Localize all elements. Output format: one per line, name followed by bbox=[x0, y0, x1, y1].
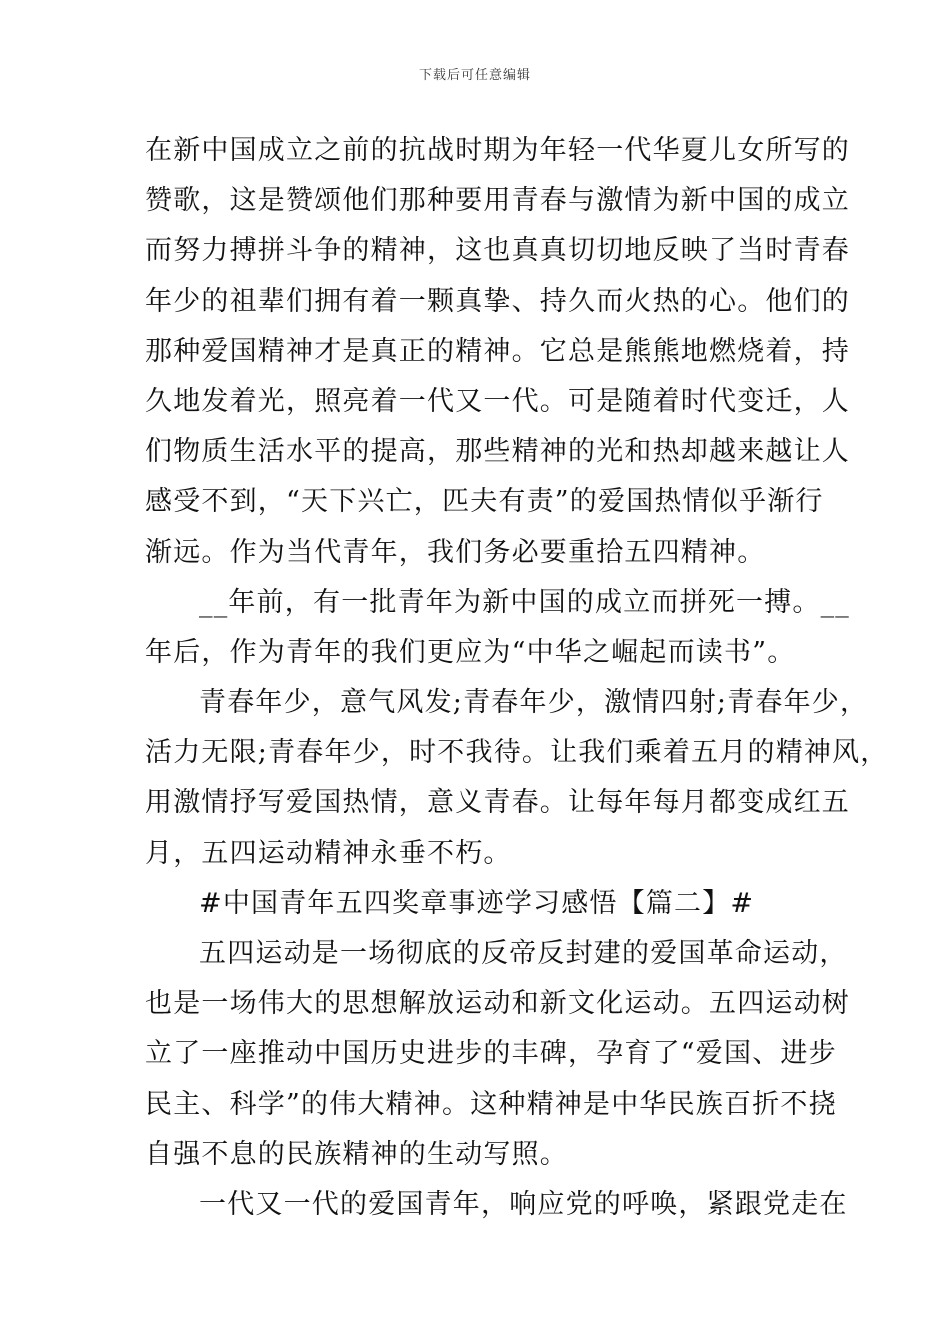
section-heading: #中国青年五四奖章事迹学习感悟【篇二】# bbox=[199, 887, 755, 919]
text-line: 感受不到，“天下兴亡，匹夫有责”的爱国热情似乎渐行 bbox=[145, 486, 824, 518]
text-line: 渐远。作为当代青年，我们务必要重拾五四精神。 bbox=[145, 536, 766, 568]
text-line: __年前，有一批青年为新中国的成立而拼死一搏。__ bbox=[199, 586, 850, 618]
text-line: 用激情抒写爱国热情，意义青春。让每年每月都变成红五 bbox=[145, 787, 850, 819]
text-line: 月，五四运动精神永垂不朽。 bbox=[145, 837, 512, 869]
text-line: 而努力搏拼斗争的精神，这也真真切切地反映了当时青春 bbox=[145, 235, 850, 267]
text-line: 年少的祖辈们拥有着一颗真挚、持久而火热的心。他们的 bbox=[145, 285, 850, 317]
text-line: 赞歌，这是赞颂他们那种要用青春与激情为新中国的成立 bbox=[145, 185, 850, 217]
document-body bbox=[145, 126, 889, 1230]
text-line: 立了一座推动中国历史进步的丰碑，孕育了“爱国、进步 bbox=[145, 1038, 837, 1070]
text-line: 活力无限;青春年少，时不我待。让我们乘着五月的精神风， bbox=[145, 737, 889, 769]
text-line: 在新中国成立之前的抗战时期为年轻一代华夏儿女所写的 bbox=[145, 135, 850, 166]
text-line: 也是一场伟大的思想解放运动和新文化运动。五四运动树 bbox=[145, 988, 850, 1020]
text-line: 青春年少，意气风发;青春年少，激情四射;青春年少， bbox=[199, 687, 869, 719]
text-line: 民主、科学”的伟大精神。这种精神是中华民族百折不挠 bbox=[145, 1088, 837, 1120]
text-line: 五四运动是一场彻底的反帝反封建的爱国革命运动， bbox=[199, 938, 848, 969]
text-line: 自强不息的民族精神的生动写照。 bbox=[145, 1138, 568, 1170]
text-line: 一代又一代的爱国青年，响应党的呼唤，紧跟党走在 bbox=[199, 1188, 848, 1220]
text-line: 们物质生活水平的提高，那些精神的光和热却越来越让人 bbox=[145, 436, 850, 468]
page-header: 下载后可任意编辑 bbox=[418, 68, 531, 83]
text-line: 那种爱国精神才是真正的精神。它总是熊熊地燃烧着，持 bbox=[145, 335, 850, 367]
text-line: 久地发着光，照亮着一代又一代。可是随着时代变迁，人 bbox=[145, 385, 850, 417]
text-line: 年后，作为青年的我们更应为“中华之崛起而读书”。 bbox=[145, 636, 796, 668]
